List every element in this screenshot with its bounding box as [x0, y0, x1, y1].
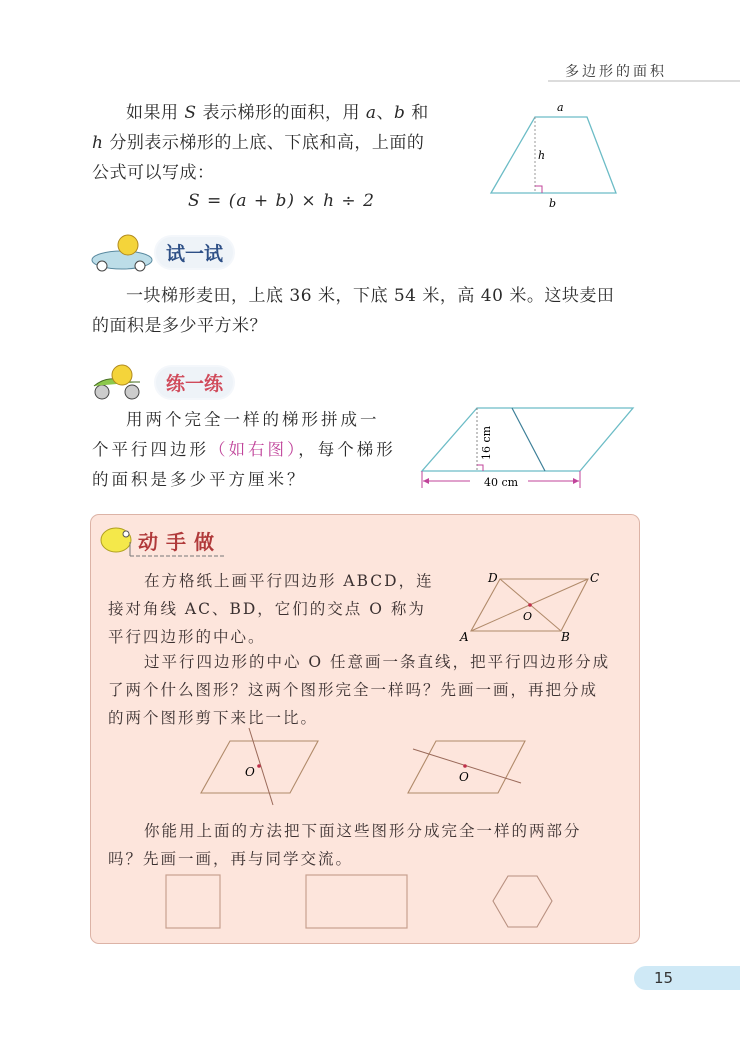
hands-on-title: 动手做 [138, 530, 222, 554]
vertex-c-label: C [590, 571, 600, 585]
motorbike-mascot-icon [88, 364, 156, 400]
practice-line-1: 用两个完全一样的梯形拼成一 [126, 410, 380, 429]
trapezoid-area-formula: S = (a + b) × h ÷ 2 [188, 191, 375, 211]
para1-line-1: 在方格纸上画平行四边形 ABCD，连 [144, 572, 434, 590]
label-h: h [538, 149, 546, 162]
hands-on-para-2 [108, 648, 638, 732]
vertex-d-label: D [488, 571, 498, 585]
formula-intro-line-3: 公式可以写成： [92, 163, 215, 183]
label-a: a [557, 101, 564, 114]
hands-on-para-1 [108, 567, 468, 651]
rectangle-shape [306, 875, 407, 928]
hands-on-para-3 [108, 817, 638, 873]
hexagon-shape [493, 876, 552, 927]
practice-badge [88, 364, 233, 400]
header-divider [548, 80, 740, 82]
parallelogram-abcd-figure [455, 565, 615, 645]
square-shape [166, 875, 220, 928]
para2-line-2: 了两个什么图形？这两个图形完全一样吗？先画一画，再把分成 [108, 681, 599, 699]
height-label: 16 cm [480, 425, 493, 460]
practice-problem-text [92, 405, 412, 495]
section-title: 多边形的面积 [565, 64, 667, 80]
page-number: 15 [634, 966, 740, 990]
center-o-label: O [523, 610, 533, 623]
practice-badge-label: 练一练 [156, 367, 233, 398]
formula-intro-line-2: h 分别表示梯形的上底、下底和高，上面的 [92, 133, 425, 153]
center-o-label: O [245, 765, 255, 779]
practice-line-3: 的面积是多少平方厘米？ [92, 470, 307, 489]
base-label: 40 cm [484, 476, 519, 489]
vertex-a-label: A [460, 630, 469, 644]
see-right-figure-note: （如右图） [209, 440, 299, 459]
parallelogram-cut-figures [190, 725, 530, 810]
para2-line-1: 过平行四边形的中心 O 任意画一条直线，把平行四边形分成 [144, 653, 611, 671]
try-badge [88, 232, 233, 272]
two-trapezoids-figure [410, 400, 650, 495]
para1-line-2: 接对角线 AC、BD，它们的交点 O 称为 [108, 600, 426, 618]
formula-intro-line-1: 如果用 S 表示梯形的面积，用 a、b 和 [126, 103, 429, 123]
try-line-1: 一块梯形麦田，上底 36 米，下底 54 米，高 40 米。这块麦田 [126, 286, 615, 306]
para1-line-3: 平行四边形的中心。 [108, 628, 266, 646]
shapes-to-divide [160, 870, 560, 935]
parallelogram-vertical-cut [201, 728, 318, 805]
try-badge-label: 试一试 [156, 237, 233, 268]
para2-line-3: 的两个图形剪下来比一比。 [108, 709, 319, 727]
try-line-2: 的面积是多少平方米？ [92, 316, 267, 336]
vertex-b-label: B [561, 630, 570, 644]
center-o-label: O [459, 770, 469, 784]
label-b: b [549, 197, 557, 210]
title-underline [128, 542, 228, 560]
try-problem-text [92, 281, 652, 341]
car-mascot-icon [88, 232, 156, 272]
para3-line-1: 你能用上面的方法把下面这些图形分成完全一样的两部分 [144, 822, 582, 840]
trapezoid-figure [480, 95, 630, 215]
formula-intro-text [92, 98, 452, 188]
para3-line-2: 吗？先画一画，再与同学交流。 [108, 850, 354, 868]
practice-line-2: 个平行四边形（如右图），每个梯形 [92, 440, 396, 459]
parallelogram-diagonal-cut [408, 741, 525, 793]
